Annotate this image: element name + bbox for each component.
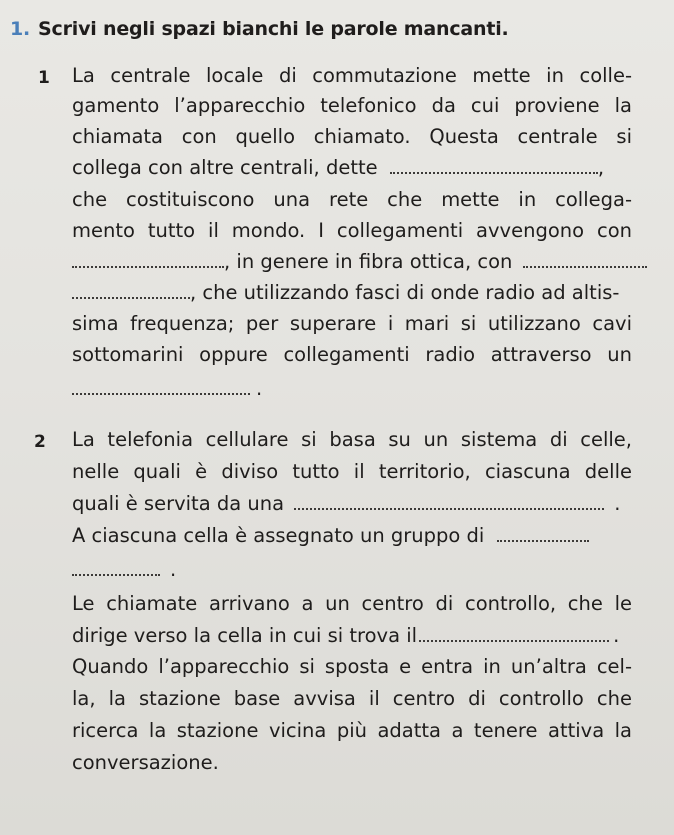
blank-collegamenti-tipo-3[interactable] bbox=[72, 283, 190, 299]
item-2-line-2: nelle quali è diviso tutto il territorio, ciascuna delle bbox=[72, 460, 632, 483]
item-2-line-4-text: A ciascuna cella è assegnato un gruppo di bbox=[72, 524, 485, 547]
item-1-line-5: che costituiscono una rete che mette in collega- bbox=[72, 188, 632, 211]
item-1-line-7 bbox=[72, 248, 632, 276]
exercise-title bbox=[10, 16, 509, 42]
item-1-line-4: collega con altre centrali, dette , bbox=[72, 156, 605, 179]
item-2-line-3 bbox=[72, 490, 632, 518]
item-number-1: 1 bbox=[38, 68, 50, 88]
blank-collegamenti-tipo-1[interactable] bbox=[72, 252, 224, 268]
item-1-line-8 bbox=[72, 279, 632, 307]
blank-frequenze-2[interactable] bbox=[72, 560, 160, 576]
item-1-line-2: gamento l’apparecchio telefonico da cui proviene la bbox=[72, 94, 632, 117]
item-2-line-1: La telefonia cellulare si basa su un sistema di celle, bbox=[72, 428, 632, 451]
item-1-line-11 bbox=[72, 375, 632, 403]
item-1-line-9: sima frequenza; per superare i mari si utilizzano cavi bbox=[72, 312, 632, 335]
item-2-line-9: la, la stazione base avvisa il centro di controllo che bbox=[72, 687, 632, 710]
item-number-2: 2 bbox=[34, 432, 46, 452]
blank-satellite[interactable] bbox=[72, 379, 250, 395]
item-1-line-11-text: . bbox=[256, 377, 263, 400]
item-2-line-3-end: . bbox=[614, 492, 621, 515]
item-2-line-6: Le chiamate arrivano a un centro di controllo, che le bbox=[72, 592, 632, 615]
blank-collegamenti-tipo-2[interactable] bbox=[523, 252, 647, 268]
item-2-line-11: conversazione. bbox=[72, 751, 219, 774]
item-2-line-10: ricerca la stazione vicina più adatta a tenere attiva la bbox=[72, 719, 632, 742]
item-2-line-5 bbox=[72, 556, 632, 584]
blank-centrali[interactable] bbox=[390, 158, 598, 174]
item-2-line-7 bbox=[72, 622, 632, 650]
item-1-line-10: sottomarini oppure collegamenti radio attraverso un bbox=[72, 343, 632, 366]
exercise-instruction: Scrivi negli spazi bianchi le parole mancanti. bbox=[38, 18, 509, 40]
blank-stazione-base[interactable] bbox=[294, 494, 604, 510]
item-1-line-6: mento tutto il mondo. I collegamenti avvengono con bbox=[72, 219, 632, 242]
blank-destinatario[interactable] bbox=[419, 626, 609, 642]
item-2-line-3-text: quali è servita da una bbox=[72, 492, 285, 515]
item-1-line-3: chiamata con quello chiamato. Questa centrale si bbox=[72, 125, 632, 148]
item-2-line-7-end: . bbox=[613, 624, 620, 647]
item-1-line-8-text: , che utilizzando fasci di onde radio ad altis- bbox=[190, 281, 620, 304]
exercise-number: 1. bbox=[10, 18, 31, 40]
item-2-line-8: Quando l’apparecchio si sposta e entra in un’altra cel- bbox=[72, 655, 632, 678]
item-2-line-5-text: . bbox=[170, 558, 177, 581]
item-1-line-4-text: collega con altre centrali, dette bbox=[72, 156, 378, 179]
item-2-line-7-text: dirige verso la cella in cui si trova il bbox=[72, 624, 418, 647]
blank-frequenze-1[interactable] bbox=[497, 526, 589, 542]
item-2-line-4 bbox=[72, 522, 632, 550]
item-1-line-7-text: , in genere in fibra ottica, con bbox=[224, 250, 513, 273]
item-1-line-1: La centrale locale di commutazione mette in colle- bbox=[72, 64, 632, 87]
